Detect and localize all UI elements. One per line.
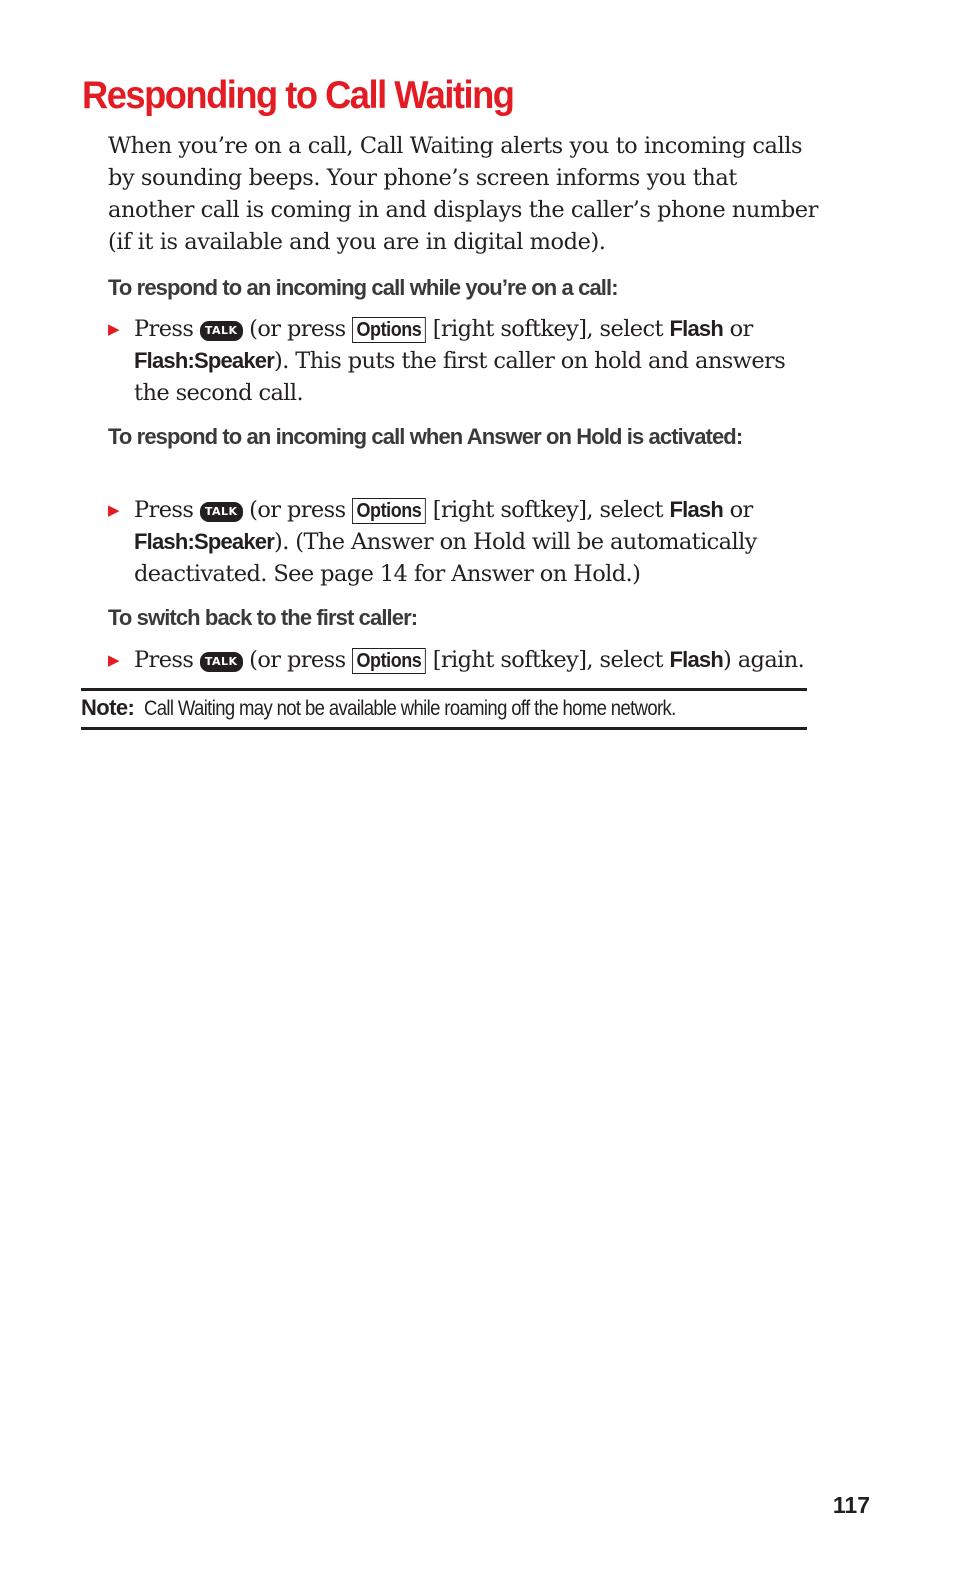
press-label: Press	[134, 647, 194, 673]
step-respond	[108, 313, 818, 409]
step-rest-text: ). (The Answer on Hold will be automatically deactivated. See page 14 for Answer on Hold.)	[134, 529, 757, 587]
flash-menu-item: Flash	[669, 647, 723, 672]
step-text	[134, 494, 818, 590]
flash-menu-item: Flash	[669, 316, 723, 341]
or-press-label: (or press	[249, 647, 346, 673]
or-label: or	[729, 316, 753, 342]
bullet-arrow-icon: ▶	[108, 320, 119, 338]
bullet-arrow-icon: ▶	[108, 501, 119, 519]
or-press-label: (or press	[249, 497, 346, 523]
select-label: [right softkey], select	[432, 316, 663, 342]
press-label: Press	[134, 497, 194, 523]
press-label: Press	[134, 316, 194, 342]
step-text	[134, 644, 818, 676]
talk-key-icon: TALK	[200, 652, 243, 672]
select-label: [right softkey], select	[432, 647, 663, 673]
section-heading-respond: To respond to an incoming call while you’re on a call:	[108, 275, 618, 300]
talk-key-icon: TALK	[200, 321, 243, 341]
options-softkey-icon: Options	[352, 317, 426, 343]
options-softkey-icon: Options	[352, 498, 426, 524]
note-text: Call Waiting may not be available while roaming off the home network.	[144, 697, 676, 720]
section-heading-answer-on-hold: To respond to an incoming call when Answer on Hold is activated:	[108, 424, 743, 449]
talk-key-icon: TALK	[200, 502, 243, 522]
page-title: Responding to Call Waiting	[82, 74, 514, 117]
note-box	[81, 688, 807, 730]
options-softkey-icon: Options	[352, 648, 426, 674]
bullet-arrow-icon: ▶	[108, 651, 119, 669]
flash-speaker-menu-item: Flash:Speaker	[134, 348, 275, 373]
or-press-label: (or press	[249, 316, 346, 342]
select-label: [right softkey], select	[432, 497, 663, 523]
note-label: Note:	[81, 695, 135, 720]
flash-speaker-menu-item: Flash:Speaker	[134, 529, 275, 554]
intro-paragraph: When you’re on a call, Call Waiting alerts you to incoming calls by sounding beeps. Your phone’s screen informs you that another call is coming in and displays the caller’s phone number (if it is available and you are in digital mode).	[108, 133, 818, 255]
or-label: or	[729, 497, 753, 523]
section-heading-switch-back: To switch back to the first caller:	[108, 605, 418, 630]
page-number: 117	[832, 1492, 870, 1518]
step-answer-on-hold	[108, 494, 818, 590]
step-rest-text: ). This puts the first caller on hold and answers the second call.	[134, 348, 786, 406]
step-switch-back	[108, 644, 818, 676]
step-rest-text: ) again.	[723, 647, 805, 673]
flash-menu-item: Flash	[669, 497, 723, 522]
step-text	[134, 313, 818, 409]
